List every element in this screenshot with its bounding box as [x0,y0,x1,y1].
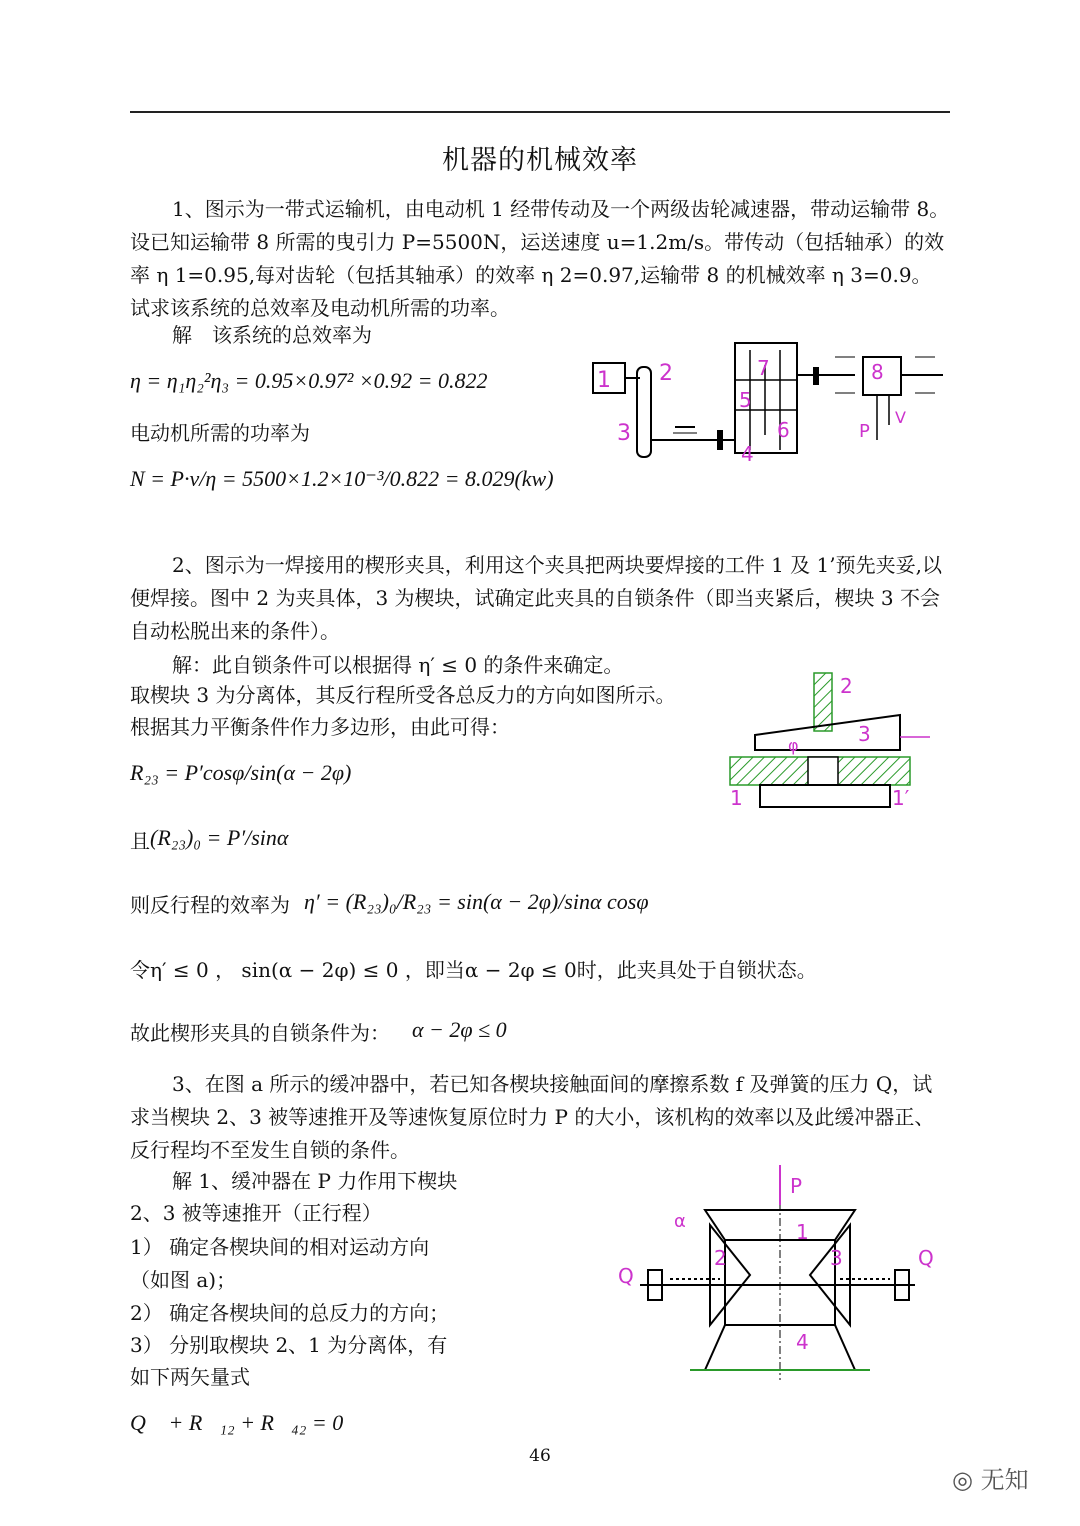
diagram-label: 7 [757,356,770,380]
problem-3-vector-equation: Q⃗ + R⃗₁₂ + R⃗₄₂ = 0 [130,1410,344,1435]
problem-2-solution-line-1: 解：此自锁条件可以根据得 η′ ≤ 0 的条件来确定。 [172,653,624,677]
problem-3-line: 如下两矢量式 [130,1365,250,1389]
diagram-label: φ [788,736,799,755]
diagram-label: 2 [659,361,673,386]
diagram-label: 3 [858,722,871,746]
diagram-label: 3 [830,1246,843,1270]
problem-3-line: 解 1、缓冲器在 P 力作用下楔块 [172,1169,458,1193]
problem-3-line: 1） 确定各楔块间的相对运动方向 [130,1235,430,1259]
header-rule [130,111,950,113]
problem-1-power-equation: N = P·v/η = 5500×1.2×10⁻³/0.822 = 8.029(kw) [130,466,554,491]
belt-conveyor-diagram [585,335,950,470]
problem-2-solution-line-3: 根据其力平衡条件作力多边形，由此可得： [130,715,510,739]
page-title: 机器的机械效率 [442,145,638,176]
problem-3-line: 2） 确定各楔块间的总反力的方向； [130,1301,450,1325]
watermark [952,1460,1029,1495]
problem-3-line: （如图 a)； [130,1268,237,1292]
diagram-label: 1′ [892,786,910,810]
diagram-label: 3 [617,421,631,446]
problem-2-equation-2: (R₂₃)₀ = P′/sinα [150,825,289,850]
problem-3-line: 2、3 被等速推开（正行程） [130,1201,382,1225]
diagram-label: P [859,421,870,442]
diagram-label: 1 [597,368,611,393]
wedge-clamp-diagram [720,665,930,815]
diagram-label: 2 [714,1246,727,1270]
problem-2-equation-3: η′ = (R₂₃)₀/R₂₃ = sin(α − 2φ)/sinα cosφ [304,889,649,914]
wechat-icon: ◎ [952,1466,981,1494]
diagram-label: 1 [730,786,743,810]
problem-2-self-lock-condition: 令η′ ≤ 0 ， sin(α − 2φ) ≤ 0 ，即当α − 2φ ≤ 0时，此夹具处于自锁状态。 [130,958,817,982]
problem-3-line: 3） 分别取楔块 2、1 为分离体，有 [130,1333,448,1357]
diagram-label: Q [918,1246,934,1270]
problem-2-solution-line-2: 取楔块 3 为分离体，其反行程所受各总反力的方向如图所示。 [130,683,676,707]
diagram-label: α [674,1211,686,1232]
problem-1-solution-intro: 解 该系统的总效率为 [172,323,372,347]
diagram-label: 8 [871,360,884,384]
diagram-label: 5 [739,388,752,412]
diagram-label: 4 [741,442,754,466]
page-number: 46 [529,1446,551,1466]
diagram-label: Q [618,1264,634,1288]
buffer-mechanism-diagram [610,1165,945,1385]
diagram-label: 6 [777,418,790,442]
watermark-text: 无知 [980,1466,1029,1494]
problem-2-final-condition: α − 2φ ≤ 0 [412,1017,507,1042]
problem-2-equation-1: R₂₃ = P′cosφ/sin(α − 2φ) [130,760,352,785]
problem-3-text: 3、在图 a 所示的缓冲器中，若已知各楔块接触面间的摩擦系数 f 及弹簧的压力 Q，试求当楔块 2、3 被等速推开及等速恢复原位时力 P 的大小，该机构的效率以及此缓冲器正、反行程均不至发生自锁的条件。 [130,1072,935,1162]
problem-2-equation-3-prefix: 则反行程的效率为 [130,893,290,917]
problem-2-equation-2-prefix: 且 [130,829,150,853]
problem-1-power-label: 电动机所需的功率为 [130,421,310,445]
diagram-label: V [895,408,906,427]
diagram-label: 1 [796,1220,809,1244]
diagram-label: 4 [796,1330,809,1354]
problem-1-efficiency-equation: η = η₁η₂²η₃ = 0.95×0.97² ×0.92 = 0.822 [130,368,488,393]
problem-2-final-prefix: 故此楔形夹具的自锁条件为： [130,1021,390,1045]
diagram-label: P [790,1174,803,1198]
problem-1-text: 1、图示为一带式运输机，由电动机 1 经带传动及一个两级齿轮减速器，带动运输带 8。设已知运输带 8 所需的曳引力 P=5500N，运送速度 u=1.2m/s。带传动（包括轴承）的效率 η 1=0.95,每对齿轮（包括其轴承）的效率 η 2=0.97,运输带 8 的机械效率 η 3=0.9。试求该系统的总效率及电动机所需的功率。 [130,197,950,320]
diagram-label: 2 [840,674,853,698]
problem-2-text: 2、图示为一焊接用的楔形夹具，利用这个夹具把两块要焊接的工件 1 及 1’预先夹妥,以便焊接。图中 2 为夹具体，3 为楔块，试确定此夹具的自锁条件（即当夹紧后，楔块 3 不会自动松脱出来的条件）。 [130,553,942,643]
